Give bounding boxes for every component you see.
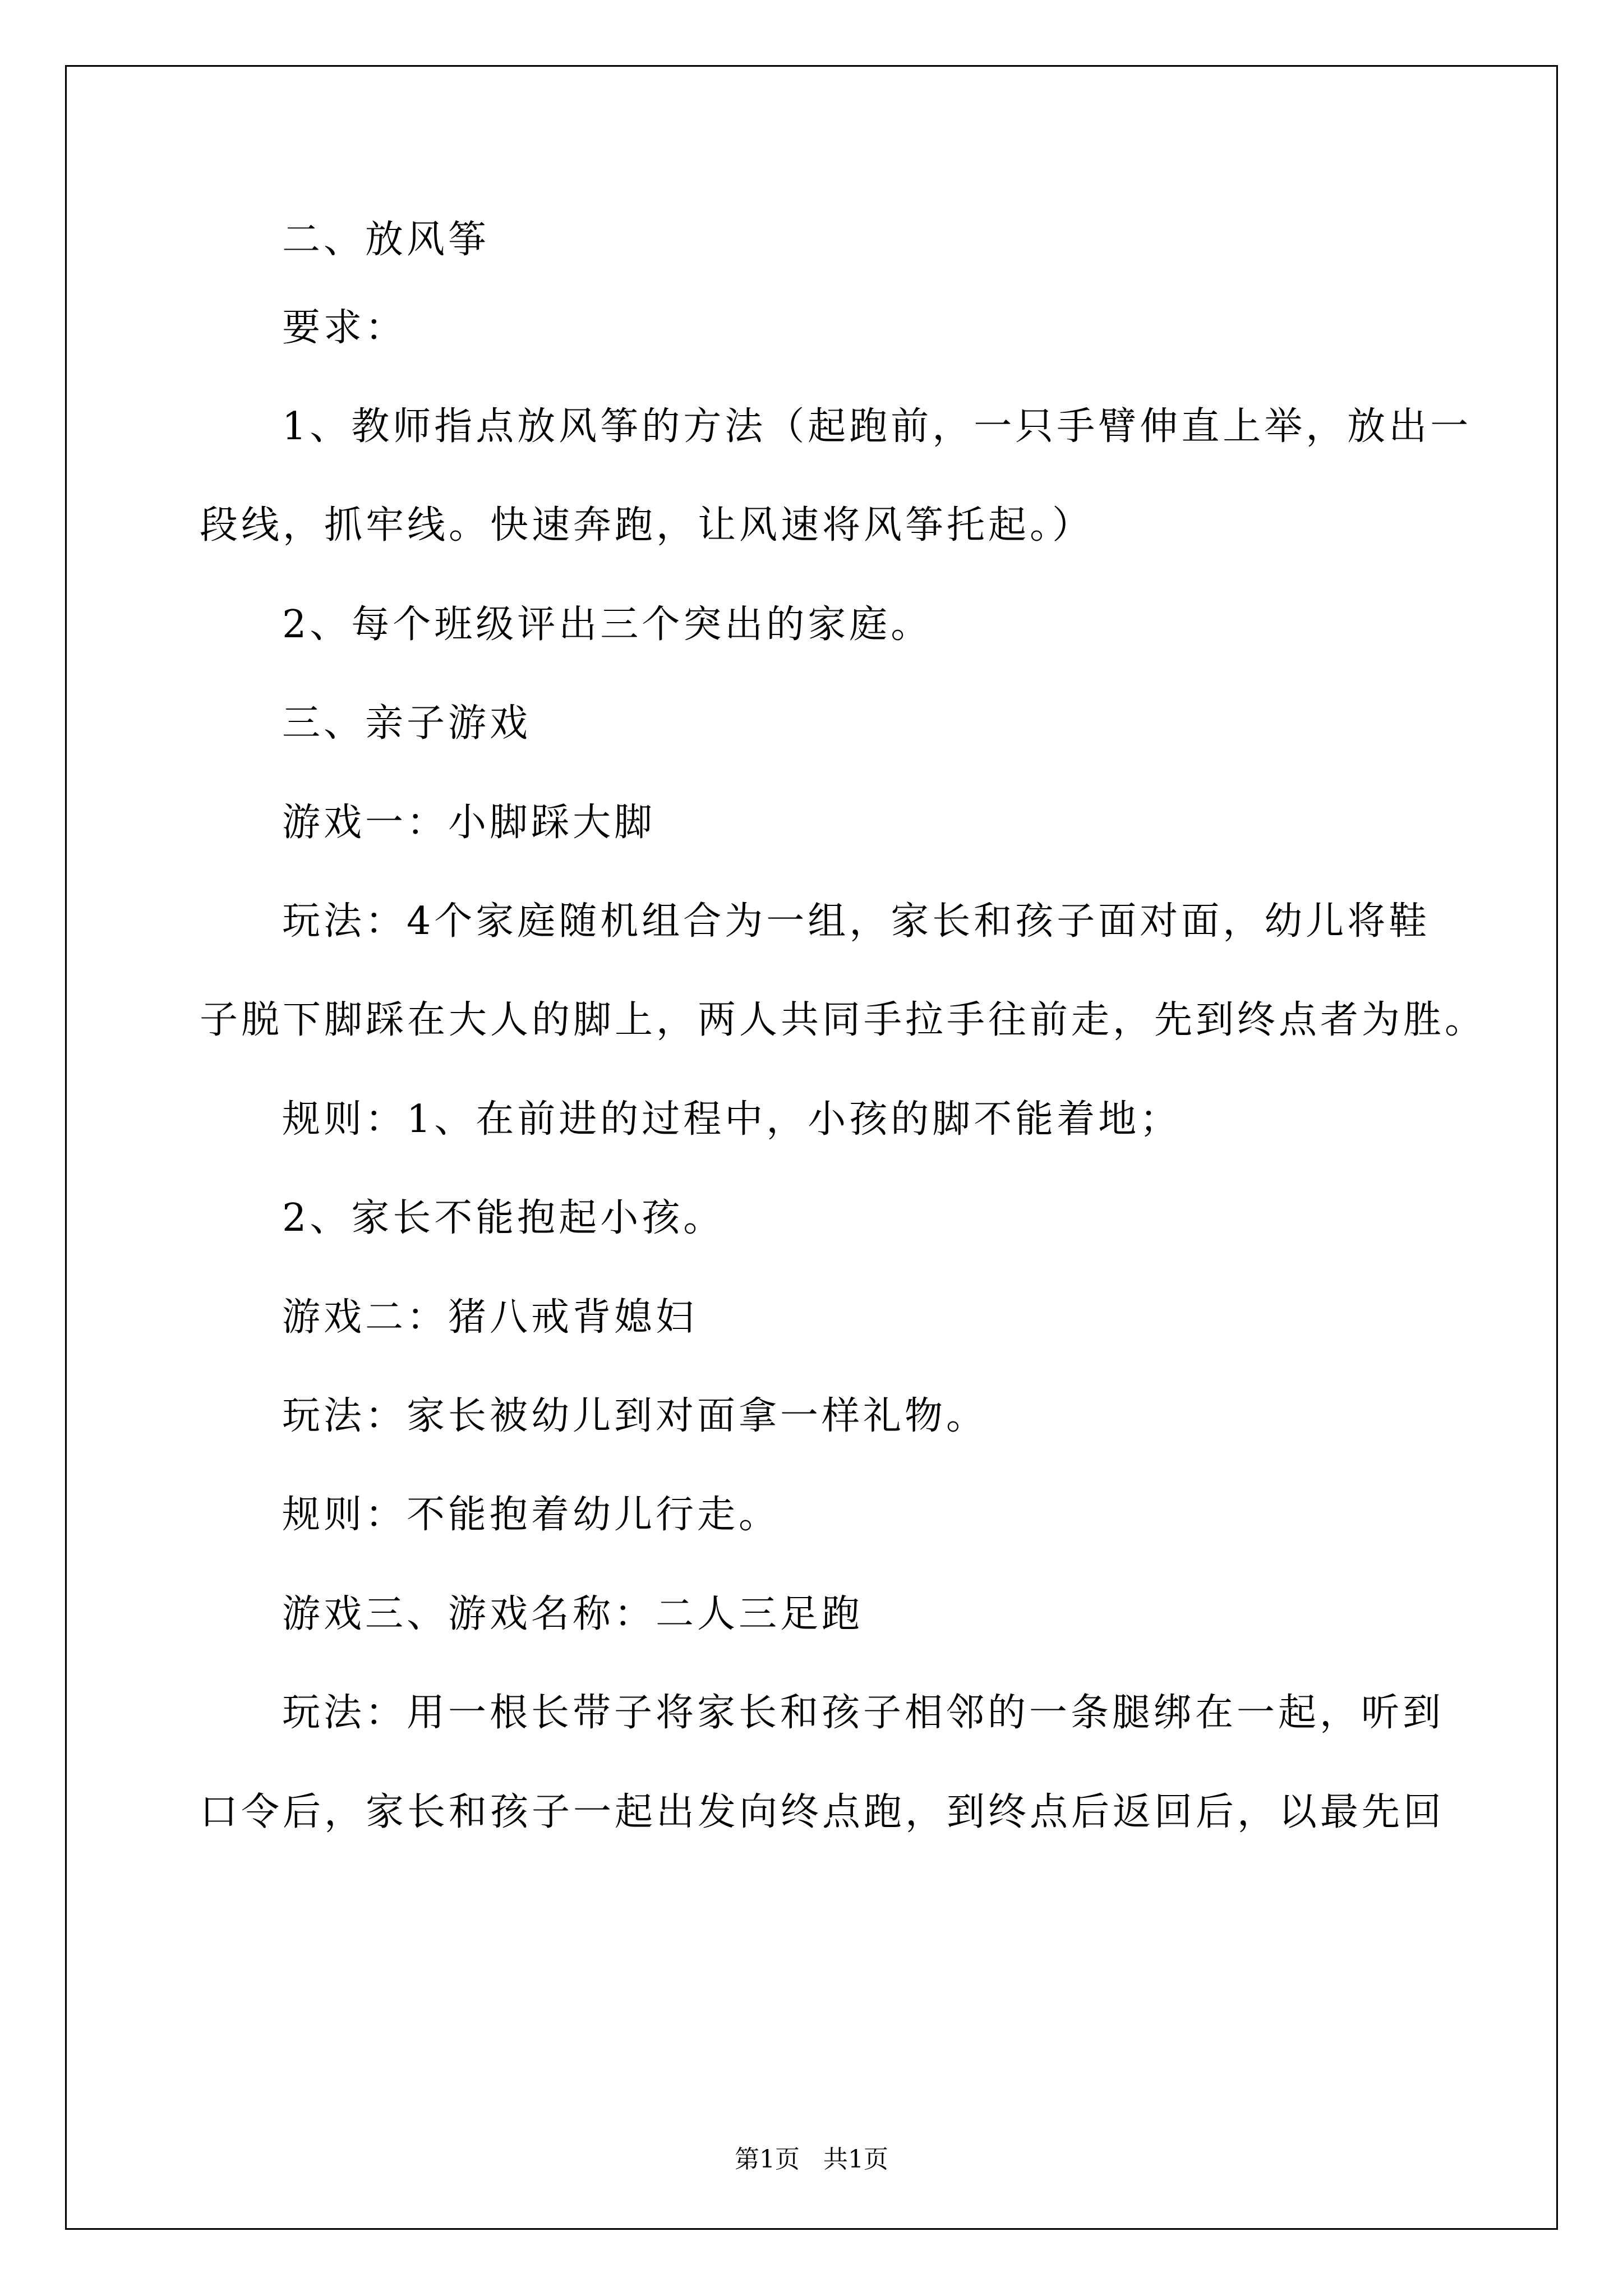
page-number-footer: 第1页 共1页 xyxy=(735,2145,888,2174)
paragraph-line: 2、每个班级评出三个突出的家庭。 xyxy=(282,602,933,647)
paragraph-line: 玩法：家长被幼儿到对面拿一样礼物。 xyxy=(282,1394,988,1438)
paragraph-line: 2、家长不能抱起小孩。 xyxy=(282,1196,725,1240)
paragraph-line: 段线，抓牢线。快速奔跑，让风速将风筝托起。） xyxy=(200,503,1094,547)
paragraph-line: 口令后，家长和孩子一起出发向终点跑，到终点后返回后，以最先回 xyxy=(200,1790,1445,1834)
requirements-label: 要求： xyxy=(282,306,407,350)
paragraph-line: 玩法：4个家庭随机组合为一组，家长和孩子面对面，幼儿将鞋 xyxy=(282,899,1431,944)
paragraph-line: 规则：不能抱着幼儿行走。 xyxy=(282,1493,781,1537)
game-two-title: 游戏二：猪八戒背媳妇 xyxy=(282,1295,698,1340)
page-border xyxy=(65,65,1558,2230)
paragraph-line: 1、教师指点放风筝的方法（起跑前，一只手臂伸直上举，放出一 xyxy=(282,404,1472,449)
paragraph-line: 子脱下脚踩在大人的脚上，两人共同手拉手往前走，先到终点者为胜。 xyxy=(200,998,1487,1042)
game-one-title: 游戏一：小脚踩大脚 xyxy=(282,800,656,845)
heading-kite-flying: 二、放风筝 xyxy=(282,218,490,262)
paragraph-line: 玩法：用一根长带子将家长和孩子相邻的一条腿绑在一起，听到 xyxy=(282,1691,1445,1735)
heading-parent-child-games: 三、亲子游戏 xyxy=(282,701,532,746)
paragraph-line: 规则：1、在前进的过程中，小孩的脚不能着地； xyxy=(282,1097,1182,1142)
game-three-title: 游戏三、游戏名称：二人三足跑 xyxy=(282,1592,864,1636)
